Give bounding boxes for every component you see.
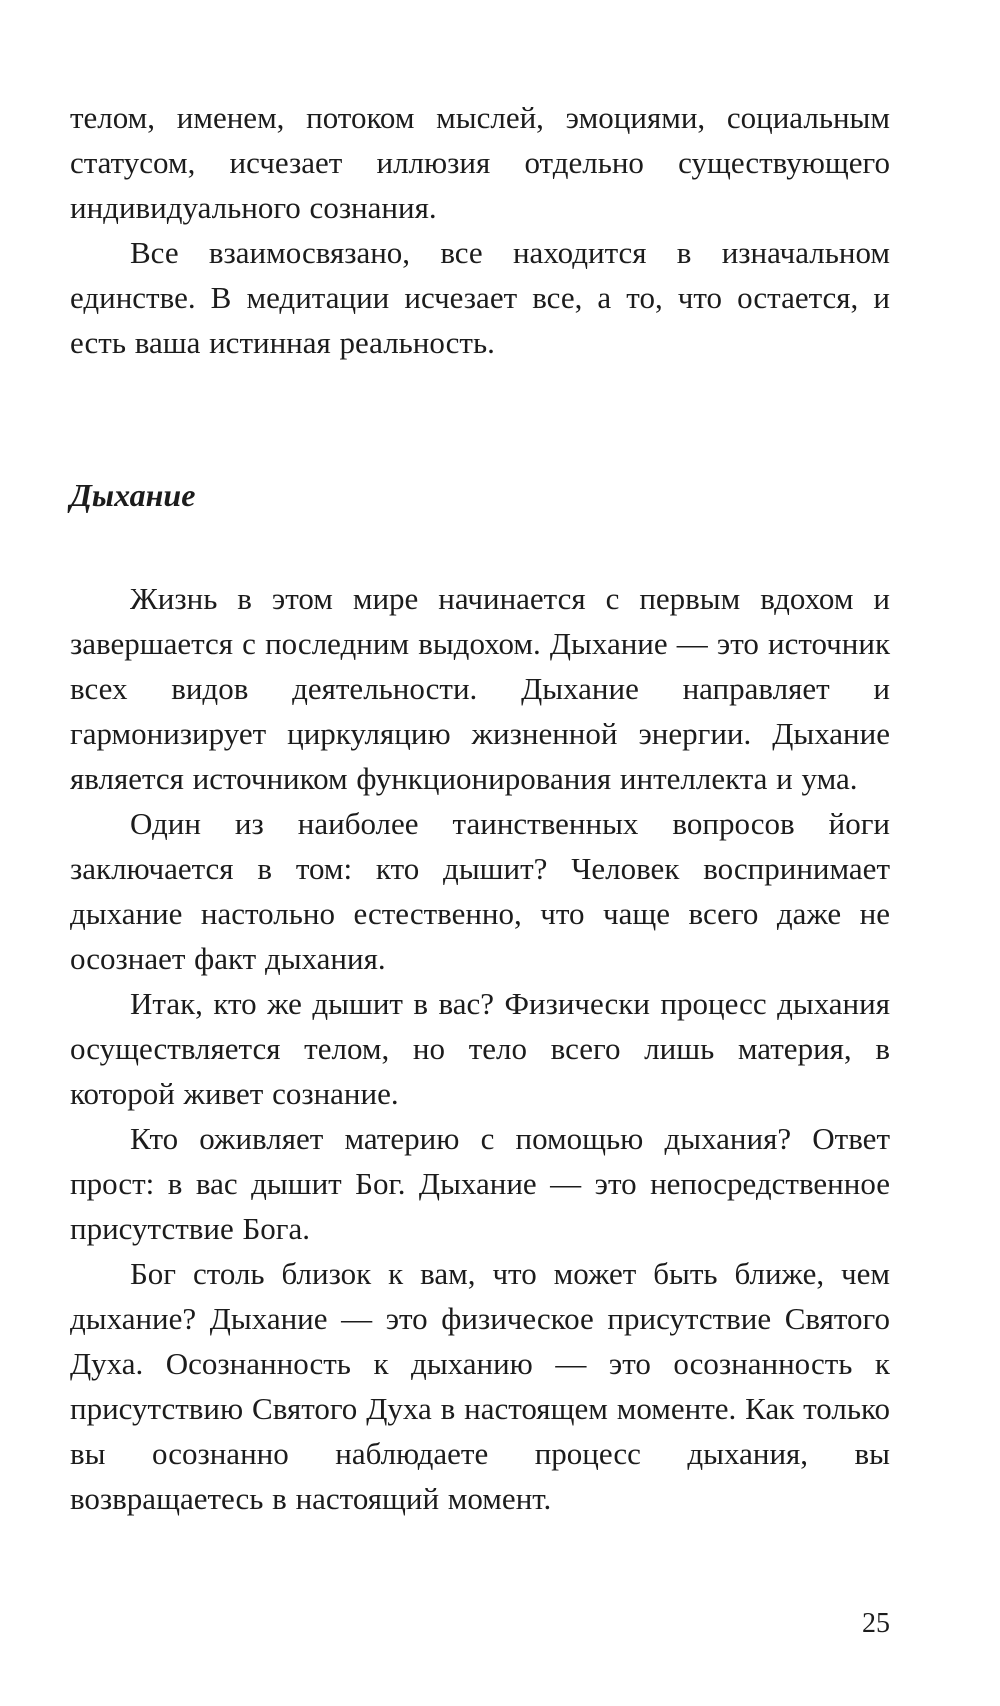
section-heading: Дыхание [70, 477, 196, 513]
paragraph: Бог столь близок к вам, что может быть ближе, чем дыхание? Дыхание — это физическое присутствие Святого Духа. Осознанность к дыханию — это осознанность к присутствию Святого Духа в настоящем моменте. Как только вы осознанно наблюдаете процесс дыхания, вы возвращаетесь в настоящий момент. [70, 1256, 890, 1516]
section-body [70, 576, 890, 1521]
paragraph: Жизнь в этом мире начинается с первым вдохом и завершается с последним выдохом. Дыхание — это источник всех видов деятельности. Дыхание направляет и гармонизирует циркуляцию жизненной энергии. Дыхание является источником функционирования интеллекта и ума. [70, 581, 890, 796]
continued-paragraph: телом, именем, потоком мыслей, эмоциями, социальным статусом, исчезает иллюзия отдельно существующего индивидуального сознания. [70, 100, 890, 225]
paragraph: Все взаимосвязано, все находится в изначальном единстве. В медитации исчезает все, а то, что остается, и есть ваша истинная реальность. [70, 235, 890, 360]
paragraph: Один из наиболее таинственных вопросов йоги заключается в том: кто дышит? Человек воспринимает дыхание настольно естественно, что чаще всего даже не осознает факт дыхания. [70, 806, 890, 976]
paragraph: Итак, кто же дышит в вас? Физически процесс дыхания осуществляется телом, но тело всего лишь материя, в которой живет сознание. [70, 986, 890, 1111]
page-number: 25 [862, 1608, 890, 1639]
paragraph: Кто оживляет материю с помощью дыхания? Ответ прост: в вас дышит Бог. Дыхание — это непосредственное присутствие Бога. [70, 1121, 890, 1246]
page-content [70, 95, 890, 1521]
